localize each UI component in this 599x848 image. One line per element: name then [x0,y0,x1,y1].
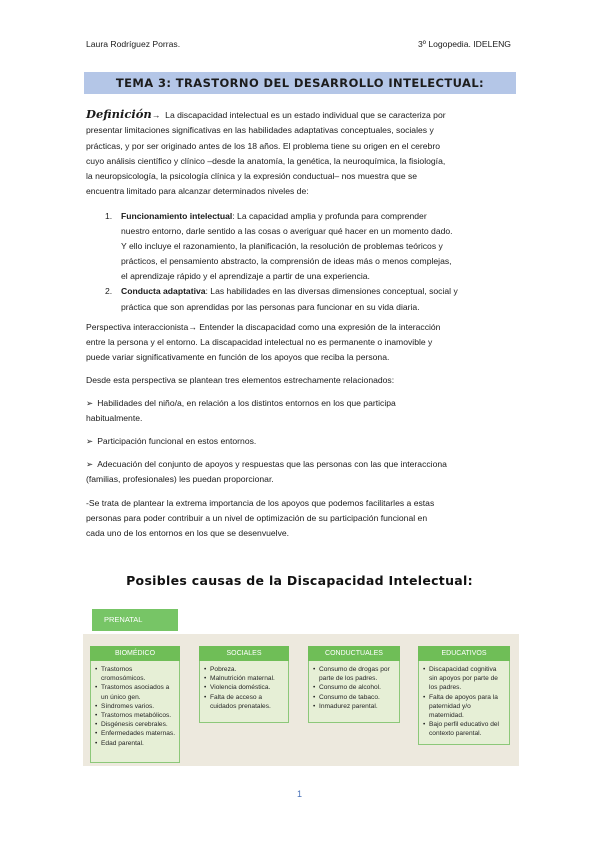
bullet-item: ➢ Habilidades del niño/a, en relación a los distintos entornos en los que participa habitualmente. [86,398,396,424]
item-number: 1. [105,211,113,221]
definition-line-5: la neuropsicología, la psicología clínica y la expresión conductual– nos muestra que se [86,171,418,182]
definition-paragraph [86,107,514,200]
list-item: • Consumo de drogas por parte de los padres. [313,665,396,683]
list-item: • Edad parental. [95,739,176,748]
definition-line-1: Definición→ La discapacidad intelectual es un estado individual que se caracteriza por [86,107,446,121]
category-body [90,661,180,763]
category-header: EDUCATIVOS [418,646,510,661]
list-item: • Discapacidad cognitiva sin apoyos por parte de los padres. [423,665,506,693]
page-title: TEMA 3: TRASTORNO DEL DESARROLLO INTELECTUAL: [84,72,516,94]
definition-label: Definición [86,107,152,121]
prenatal-box: PRENATAL [92,609,178,631]
list-item: • Falta de acceso a cuidados prenatales. [204,693,285,711]
category-sociales [199,646,289,723]
definition-line-4: cuyo análisis científico y clínico –desde la anatomía, la genética, la neuroquímica, la fisiología, [86,155,446,166]
perspectiva-paragraph: Perspectiva interaccionista→ Entender la discapacidad como una expresión de la interacción entre la persona y el entorno. La discapacidad intelectual no es permanente o inamovible y puede variar significativamente en función de los apoyos que reciba la persona. [86,322,441,363]
arrow-bullet-icon: ➢ [86,459,94,469]
bullet-item: ➢ Participación funcional en estos entornos. [86,436,257,446]
list-item: • Malnutrición maternal. [204,674,285,683]
list-item: • Bajo perfil educativo del contexto parental. [423,720,506,738]
arrow-bullet-icon: ➢ [86,398,94,408]
item-term: Funcionamiento intelectual [121,211,233,221]
elementos-intro: Desde esta perspectiva se plantean tres elementos estrechamente relacionados: [86,375,395,385]
list-item: • Trastornos metabólicos. [95,711,176,720]
list-item: • Inmadurez parental. [313,702,396,711]
list-item: • Pobreza. [204,665,285,674]
definition-arrow: → [151,110,161,120]
definition-line-2: presentar limitaciones significativas en las habilidades adaptativas conceptuales, sociales y [86,125,434,136]
list-item: • Enfermedades maternas. [95,729,176,738]
category-body [418,661,510,745]
category-biomedico [90,646,180,763]
causes-title: Posibles causas de la Discapacidad Intelectual: [126,573,473,588]
category-educativos [418,646,510,745]
list-item: • Violencia doméstica. [204,683,285,692]
list-item: • Síndromes varios. [95,702,176,711]
definition-line-6: encuentra limitado para alcanzar determinados niveles de: [86,186,309,197]
category-body [308,661,400,723]
list-item: • Consumo de alcohol. [313,683,396,692]
category-header: BIOMÉDICO [90,646,180,661]
page-number: 1 [296,789,302,799]
bullet-item: ➢ Adecuación del conjunto de apoyos y respuestas que las personas con las que interacciona (familias, profesionales) les puedan proporcionar. [86,459,447,485]
list-item: • Trastornos cromosómicos. [95,665,176,683]
header-course: 3º Logopedia. IDELENG [418,39,511,49]
category-conductuales [308,646,400,723]
category-header: CONDUCTUALES [308,646,400,661]
definition-line-3: prácticas, y por ser originado antes de los 18 años. El problema tiene su origen en el cerebro [86,140,440,151]
item-number: 2. [105,286,113,297]
list-item: • Falta de apoyos para la paternidad y/o maternidad. [423,693,506,721]
header-author: Laura Rodríguez Porras. [86,39,181,49]
category-header: SOCIALES [199,646,289,661]
list-item: • Disgénesis cerebrales. [95,720,176,729]
arrow-bullet-icon: ➢ [86,436,94,446]
item-term: Conducta adaptativa [121,286,206,297]
list-item: • Consumo de tabaco. [313,693,396,702]
conclusion-paragraph: -Se trata de plantear la extrema importancia de los apoyos que podemos facilitarles a estas personas para poder contribuir a un nivel de optimización de su participación funcional en cada uno de los entornos en los que se desenvuelve. [86,498,435,539]
category-body [199,661,289,723]
numbered-item: 1. Funcionamiento intelectual: La capacidad amplia y profunda para comprender nuestro entorno, darle sentido a las cosas o averiguar qué hacer en un momento dado. Y ello incluye el razonamiento, la planificación, la resolución de problemas teóricos y prácticos, el pensamiento abstracto, la comprensión de ideas más o menos complejas, el aprendizaje rápido y el aprendizaje a partir de una experiencia. [105,211,453,282]
numbered-item: 2. Conducta adaptativa: Las habilidades en las diversas dimensiones conceptual, social y práctica que son aprendidas por las personas para funcionar en su vida diaria. [105,286,458,312]
list-item: • Trastornos asociados a un único gen. [95,683,176,701]
numbered-list [105,209,515,315]
